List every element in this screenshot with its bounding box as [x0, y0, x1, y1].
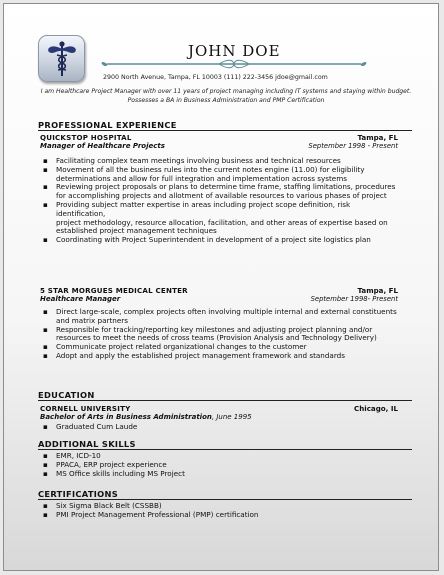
- list-item: ▪ Communicate project related organizational changes to the customer: [43, 342, 307, 352]
- job-location: Tampa, FL: [357, 133, 398, 142]
- certifications-list: [40, 502, 400, 520]
- list-item: ▪ Adopt and apply the established project management framework and standards: [43, 350, 345, 360]
- list-item: ▪ PMI Project Management Professional (PMP) certification: [43, 509, 259, 519]
- summary-text: I am Healthcare Project Manager with over 11 years of project managing including IT systems and staying within budget. Possesses a BA in Business Administration and PMP Certification: [40, 88, 412, 104]
- section-title-certifications: CERTIFICATIONS: [38, 489, 119, 499]
- job-role: Manager of Healthcare Projects: [40, 142, 165, 150]
- list-item: ▪ Facilitating complex team meetings involving business and technical resources: [43, 156, 341, 165]
- section-divider: [38, 499, 412, 500]
- job-bullets: [40, 157, 400, 245]
- resume-page: [3, 3, 439, 571]
- degree-year: , June 1995: [211, 413, 252, 421]
- section-title-experience: PROFESSIONAL EXPERIENCE: [38, 120, 177, 130]
- section-title-skills: ADDITIONAL SKILLS: [38, 439, 136, 449]
- list-item: ▪ EMR, ICD-10: [43, 451, 101, 460]
- job-org: 5 STAR MORGUES MEDICAL CENTER: [40, 286, 188, 295]
- list-item: ▪ Coordinating with Project Superintendent in development of a project site logistics plan: [43, 235, 371, 245]
- contact-line: 2900 North Avenue, Tampa, FL 10003 (111) 222-3456 jdoe@gmail.com: [103, 74, 328, 81]
- job-role: Healthcare Manager: [40, 295, 121, 303]
- school-name: CORNELL UNIVERSITY: [40, 404, 131, 413]
- caduceus-icon: [38, 35, 85, 82]
- job-location: Tampa, FL: [357, 286, 398, 295]
- divider-flourish: [99, 59, 369, 69]
- section-divider: [38, 449, 412, 450]
- candidate-name: JOHN DOE: [188, 42, 281, 60]
- education-bullets: [40, 423, 400, 432]
- section-title-education: EDUCATION: [38, 390, 95, 400]
- list-item: ▪ Graduated Cum Laude: [43, 422, 138, 431]
- list-item: ▪ PPACA, ERP project experience: [43, 459, 167, 469]
- section-divider: [38, 400, 412, 401]
- list-item: ▪ Providing subject matter expertise in areas including project scope definition, risk identification, project methodology, resource allocation, facilitation, and other areas of expertise based on established project management techniques: [43, 199, 388, 236]
- job-bullets: [40, 308, 400, 361]
- list-item: ▪ Reviewing project proposals or plans to determine time frame, staffing limitations, procedures for accomplishing projects and allotment of available resources to various phases of project: [43, 182, 396, 201]
- degree-line: [40, 413, 252, 421]
- list-item: ▪ MS Office skills including MS Project: [43, 468, 185, 478]
- section-divider: [38, 130, 412, 131]
- skills-list: [40, 452, 400, 478]
- job-dates: September 1998- Present: [310, 295, 398, 303]
- list-item: ▪ Responsible for tracking/reporting key milestones and adjusting project planning and/or resources to meet the needs of cross teams (Provision Analysis and Technology Delivery): [43, 324, 377, 343]
- list-item: ▪ Direct large-scale, complex projects often involving multiple internal and external constituents and matrix partners: [43, 307, 397, 325]
- school-location: Chicago, IL: [354, 404, 398, 413]
- job-org: QUICKSTOP HOSPITAL: [40, 133, 132, 142]
- degree-name: Bachelor of Arts in Business Administration: [40, 413, 212, 421]
- list-item: ▪ Six Sigma Black Belt (CSSBB): [43, 501, 162, 510]
- job-dates: September 1998 - Present: [308, 142, 398, 150]
- list-item: ▪ Movement of all the business rules into the current notes engine (11.00) for eligibility determinations and allow for full integration and implementation across systems: [43, 164, 365, 183]
